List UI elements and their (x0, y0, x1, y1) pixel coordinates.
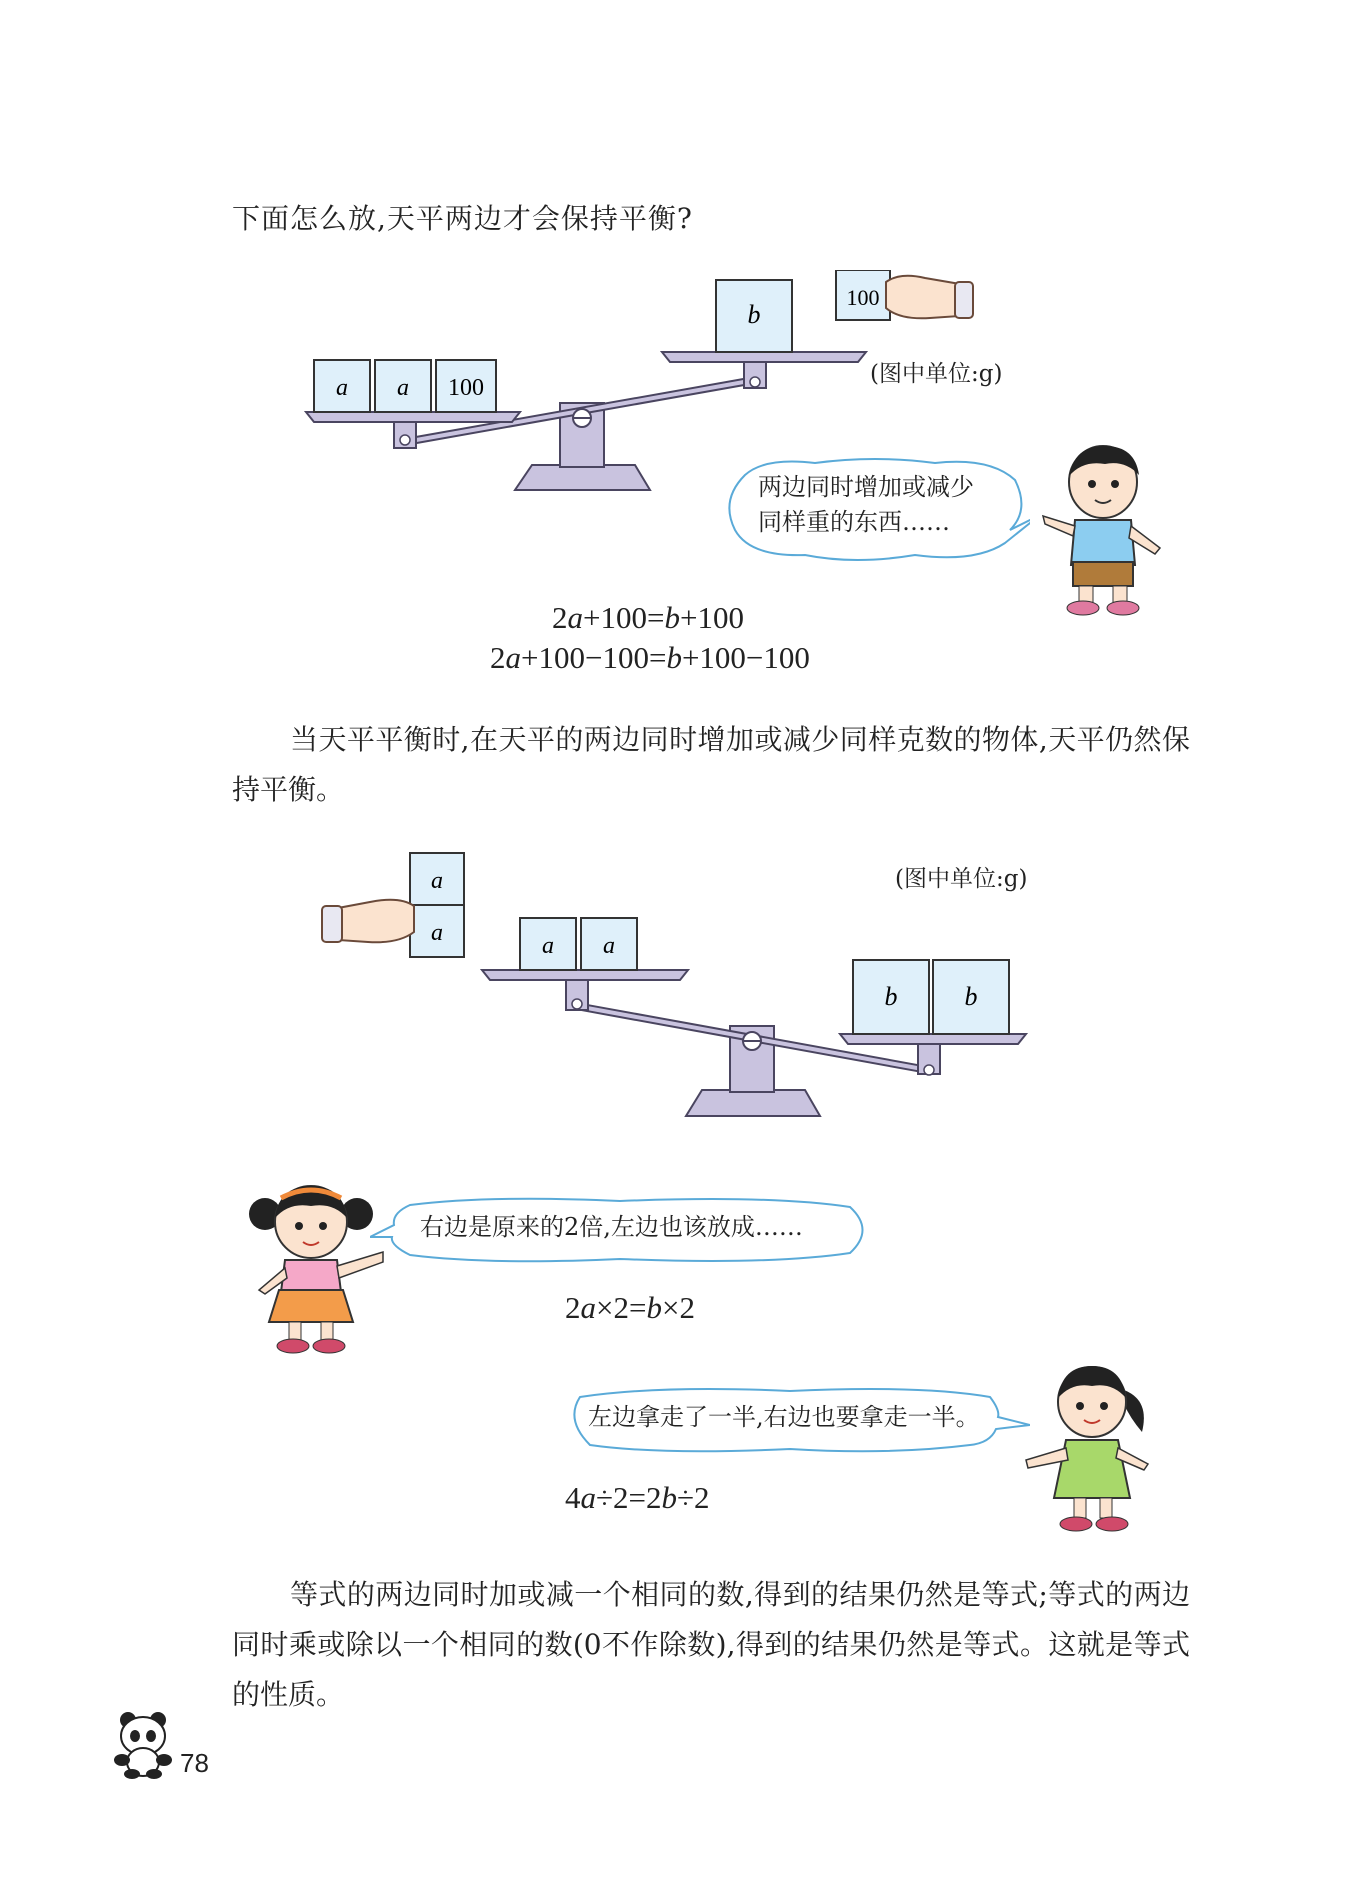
formula-2: 2a×2=b×2 (565, 1290, 695, 1325)
girl-figure-1 (245, 1180, 390, 1360)
svg-text:a: a (431, 868, 443, 894)
bubble-boy-line2: 同样重的东西…… (758, 508, 950, 536)
hand-icon (322, 900, 414, 943)
scale1-left-block-label: 100 (448, 375, 484, 401)
rule-1-paragraph: 当天平平衡时,在天平的两边同时增加或减少同样克数的物体,天平仍然保持平衡。 (232, 723, 1190, 806)
scale2-unit-note: (图中单位:g) (895, 866, 1028, 892)
scale1-right-block (716, 280, 792, 352)
bubble-girl-2-text: 左边拿走了一半,右边也要拿走一半。 (588, 1403, 980, 1431)
scale1-left-block-label: a (336, 375, 348, 401)
scale2-right-blocks (853, 960, 1009, 1034)
scale1-unit-note: (图中单位:g) (870, 361, 1003, 387)
svg-text:a: a (603, 933, 615, 959)
svg-text:100: 100 (846, 285, 880, 310)
scale2-left-blocks (520, 918, 637, 970)
svg-text:b: b (964, 982, 978, 1011)
panda-icon (108, 1710, 178, 1780)
bubble-girl-1-text: 右边是原来的2倍,左边也该放成…… (420, 1213, 803, 1241)
formula-1-line2: 2a+100−100=b+100−100 (490, 640, 810, 675)
scale1-hand-block (836, 270, 890, 320)
bubble-boy-line1: 两边同时增加或减少 (758, 473, 974, 501)
scale2-hand-blocks (410, 853, 464, 957)
hand-icon (886, 276, 973, 319)
scale1-left-block-label: a (397, 375, 409, 401)
girl-figure-2 (1020, 1360, 1160, 1540)
scale1-left-blocks (314, 360, 496, 412)
svg-text:a: a (431, 920, 443, 946)
formula-3: 4a÷2=2b÷2 (565, 1480, 710, 1515)
page-number: 78 (180, 1748, 209, 1778)
question-text: 下面怎么放,天平两边才会保持平衡? (232, 202, 693, 235)
svg-text:a: a (542, 933, 554, 959)
boy-figure (1035, 440, 1170, 620)
balance-scale-2 (310, 848, 1030, 1128)
rule-2-paragraph: 等式的两边同时加或减一个相同的数,得到的结果仍然是等式;等式的两边同时乘或除以一个相同的数(0不作除数),得到的结果仍然是等式。这就是等式的性质。 (232, 1578, 1190, 1711)
svg-text:b: b (747, 300, 761, 329)
svg-text:b: b (884, 982, 898, 1011)
formula-1-line1: 2a+100=b+100 (552, 600, 744, 635)
